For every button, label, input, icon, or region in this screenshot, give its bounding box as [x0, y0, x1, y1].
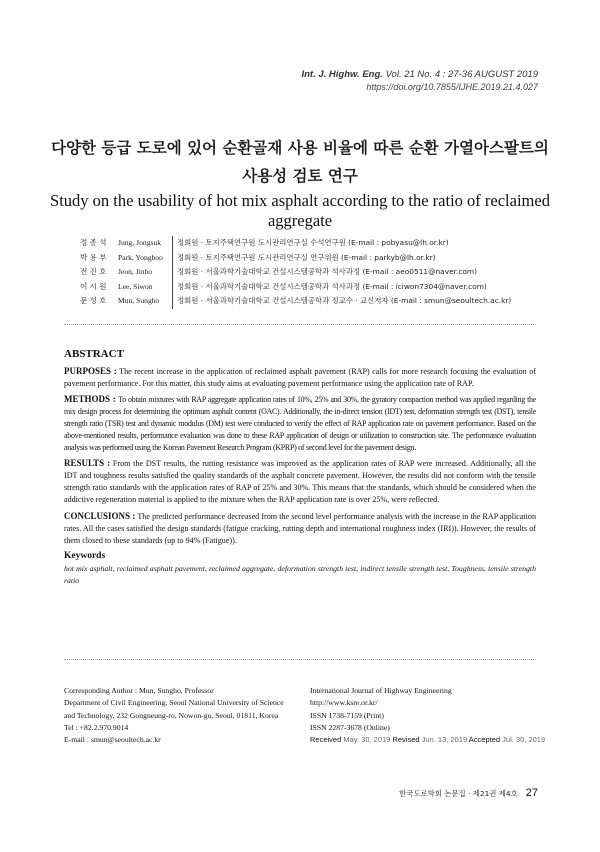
page-footer: [399, 787, 538, 799]
page-number: 27: [525, 787, 538, 799]
author-affiliation: 정회원 · 서울과학기술대학교 건설시스템공학과 정교수 · 교신저자 (E-mail : smun@seoultech.ac.kr): [172, 294, 511, 309]
conclusions-label: CONCLUSIONS :: [64, 510, 136, 521]
journal-name: Int. J. Highw. Eng.: [301, 69, 383, 80]
results-label: RESULTS :: [64, 458, 111, 469]
title-korean-line1: 다양한 등급 도로에 있어 순환골재 사용 비율에 따른 순환 가열아스팔트의: [51, 139, 549, 157]
author-name-en: Mun, Sungho: [118, 296, 160, 305]
abstract-purposes: [64, 365, 536, 390]
received-date: May. 30, 2019: [343, 735, 391, 745]
title-korean: [40, 134, 560, 190]
accepted-date: Jul. 30, 2019: [502, 735, 546, 745]
received-label: Received: [310, 735, 342, 745]
author-row: [80, 280, 511, 295]
doi-link[interactable]: https://doi.org/10.7855/IJHE.2019.21.4.027: [366, 82, 538, 92]
corresponding-line: Corresponding Author : Mun, Sungho, Professor: [64, 686, 214, 695]
abstract-heading: ABSTRACT: [64, 348, 124, 360]
divider-top: [64, 324, 536, 325]
author-affiliation: 정회원 · 서울과학기술대학교 건설시스템공학과 석사과정 (E-mail : aeo0511@naver.com): [172, 265, 477, 280]
author-row: [80, 294, 511, 309]
journal-info: [310, 685, 545, 746]
author-name-ko: 이시원: [80, 281, 109, 291]
methods-text: To obtain mixtures with RAP aggregate application rates of 10%, 25% and 30%, the gyratory compaction method was applied regarding the mix design process for determining the optimum asphalt content (OAC). Additionally, the in-direct tension (IDT) test, deformation strength test (DST), tensile strength ratio (TSR) test and dynamic modulus (DM) test were conducted to verify the effect of RAP application rate on pavement performance. Based on the above-mentioned results, performance evaluation was done to these RAP application of design or utilization to construction site. The performance evaluation analysis was performed using the Korean Pavement Research Program (KPRP) of second level for the pavement design.: [64, 395, 536, 453]
divider-bottom: [64, 659, 536, 660]
author-name-ko: 정종석: [80, 238, 109, 247]
author-list: [80, 236, 511, 309]
revised-label: Revised: [392, 735, 420, 745]
footer-journal-text: 한국도로학회 논문집 · 제21권 제4호: [399, 788, 518, 798]
author-name-en: Lee, Siwon: [118, 281, 153, 291]
author-name-ko: 문성호: [80, 296, 109, 305]
issn-print: ISSN 1738-7159 (Print): [310, 710, 384, 720]
keywords-heading: Keywords: [64, 550, 106, 561]
abstract-methods: [64, 393, 536, 454]
issn-online: ISSN 2287-3678 (Online): [310, 722, 390, 732]
corresponding-author: [64, 685, 284, 746]
journal-website-link[interactable]: http://www.ksre.or.kr/: [310, 698, 378, 708]
corresponding-email: E-mail : smun@seoultech.ac.kr: [64, 735, 161, 745]
results-text: From the DST results, the rutting resistance was improved as the application rates of RAP were increased. Additionally, all the IDT and toughness results satisfied the quality standards of the asphalt concrete pavement. However, the results did not conform with the tensile strength ratio standards with the application rates of RAP of 25% and 30%. This means that the standards, which should be considered when the addictive regeneration material is applied to the mixture when the RAP application rate is over 25%, were reflected.: [64, 459, 536, 505]
corresponding-line: Department of Civil Engineering, Seoul National University of Science: [64, 698, 284, 708]
author-affiliation: 정회원 · 토지주택연구원 도시관리연구실 연구위원 (E-mail : parkyb@lh.or.kr): [172, 251, 436, 266]
journal-info-name: International Journal of Highway Engineering: [310, 686, 452, 695]
conclusions-text: The predicted performance decreased from the second level performance analysis with the increase in the RAP application rates. All the cases satisfied the design standards (fatigue cracking, rutting depth and international roughness index (IRI)). However, the results of them closed to these standards (up to 94% (Fatigue)).: [64, 511, 536, 545]
author-name-en: Jung, Jongsuk: [118, 238, 162, 247]
journal-header: [301, 68, 538, 94]
accepted-label: Accepted: [468, 735, 501, 745]
author-name-ko: 박용부: [80, 252, 109, 262]
abstract-conclusions: [64, 510, 536, 547]
title-english: Study on the usability of hot mix asphalt according to the ratio of reclaimed aggregate: [50, 191, 550, 230]
corresponding-line: Tel : +82.2.970.9014: [64, 722, 129, 732]
author-name-en: Jeon, Jinho: [118, 267, 153, 276]
abstract-results: [64, 457, 536, 506]
author-name-en: Park, Yongboo: [118, 252, 163, 262]
keywords-text: hot mix asphalt, reclaimed asphalt pavement, reclaimed aggregate, deformation strength test, indirect tensile strength test, Toughness, tensile strength ratio: [64, 563, 536, 585]
abstract-section: [64, 348, 536, 590]
purposes-text: The recent increase in the application of reclaimed asphalt pavement (RAP) calls for more research focusing the evaluation of pavement performance. For this matter, this study aims at evaluating pavement performance using the application rate of RAP.: [64, 367, 536, 388]
corresponding-line: and Technology, 232 Gongneung-ro, Nowon-gu, Seoul, 01811, Korea: [64, 710, 279, 720]
journal-citation: [301, 68, 538, 81]
title-korean-line2: 사용성 검토 연구: [242, 167, 358, 185]
author-row: [80, 251, 511, 266]
author-name-ko: 전진호: [80, 267, 109, 276]
volume-info: Vol. 21 No. 4 : 27-36 AUGUST 2019: [385, 69, 538, 80]
received-dates: [310, 734, 545, 746]
purposes-label: PURPOSES :: [64, 366, 117, 376]
author-affiliation: 정회원 · 토지주택연구원 도시관리연구실 수석연구원 (E-mail : pobyasu@lh.or.kr): [172, 236, 449, 251]
author-row: [80, 265, 511, 280]
revised-date: Jun. 13, 2019: [421, 735, 468, 745]
author-affiliation: 정회원 · 서울과학기술대학교 건설시스템공학과 석사과정 (E-mail : iciwon7304@naver.com): [172, 280, 487, 295]
author-row: [80, 236, 511, 251]
methods-label: METHODS :: [64, 394, 116, 405]
